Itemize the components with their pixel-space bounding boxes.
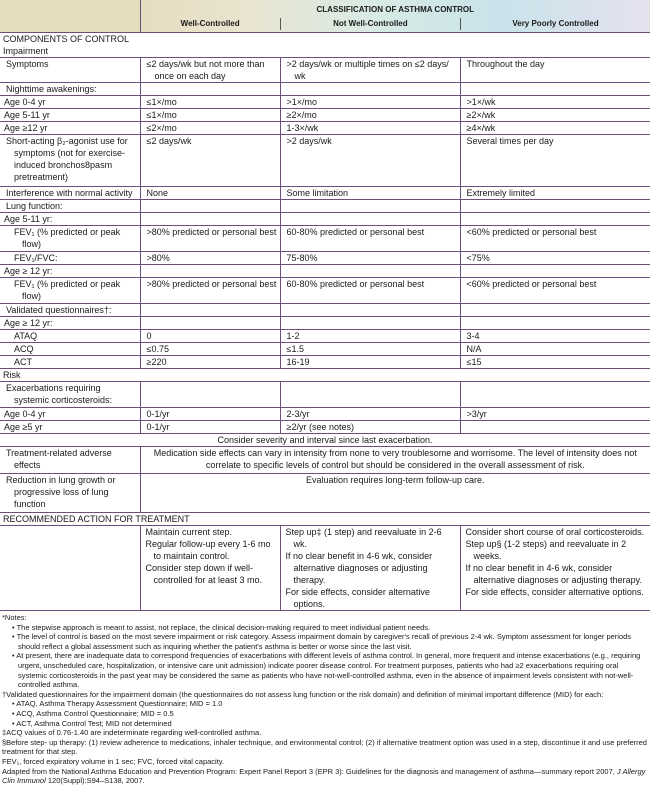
note-bullet: • The stepwise approach is meant to assist, not replace, the clinical decision-making required to meet individual patient needs.: [8, 623, 648, 633]
value-cell: ≤2 days/wk: [140, 135, 280, 187]
value-cell: N/A: [460, 343, 650, 356]
value-cell: Several times per day: [460, 135, 650, 187]
value-cell: 16-19: [280, 356, 460, 369]
action-item: For side effects, consider alternative options.: [464, 586, 648, 598]
table-row: [0, 122, 650, 135]
note-bullet: • At present, there are inadequate data to correspond frequencies of exacerbations with different levels of asthma control. In general, more frequent and intense exacerbations (e.g., requiring urgent, unscheduled care, hospitalization, or intensive care unit admission) indicate poorer disease control. For treatment purposes, patients who had ≥2 exacerbations requiring oral systemic corticosteroids in the past year may be considered the same as patients who have not-well-controlled asthma, even in the absence of impairment levels consistent with not-well-controlled asthma.: [8, 651, 648, 689]
value-cell: ≥2/yr (see notes): [280, 421, 460, 434]
value-cell: ≤2×/mo: [140, 122, 280, 135]
table-row: [0, 369, 650, 382]
value-cell: ≤1×/mo: [140, 96, 280, 109]
header-blank-cell: [0, 0, 140, 33]
value-cell: [460, 83, 650, 96]
row-label: Age 0-4 yr: [0, 408, 140, 421]
value-cell: [460, 213, 650, 226]
action-item: Step up‡ (1 step) and reevaluate in 2-6 wk.: [284, 526, 457, 550]
value-cell: ≤1.5: [280, 343, 460, 356]
value-cell: ≤15: [460, 356, 650, 369]
row-label: Short-acting β₂-agonist use for symptoms (not for exercise-induced bronchos8pasm pretreatment): [0, 135, 140, 187]
value-cell: 60-80% predicted or personal best: [280, 226, 460, 252]
value-cell: <60% predicted or personal best: [460, 278, 650, 304]
column-very-poorly-controlled: Very Poorly Controlled: [461, 18, 650, 30]
value-cell: ≥2×/mo: [280, 109, 460, 122]
action-item: For side effects, consider alternative options.: [284, 586, 457, 610]
section-subtitle: Impairment: [3, 45, 647, 57]
table-row: [0, 278, 650, 304]
action-item: If no clear benefit in 4-6 wk, consider alternative diagnoses or adjusting therapy.: [284, 550, 457, 586]
table-row: [0, 317, 650, 330]
value-cell: <60% predicted or personal best: [460, 226, 650, 252]
value-cell: >3/yr: [460, 408, 650, 421]
section-title: COMPONENTS OF CONTROL: [3, 33, 647, 45]
value-cell: Extremely limited: [460, 187, 650, 200]
spanning-cell: Medication side effects can vary in intensity from none to very troublesome and worrisome. The level of intensity does not correlate to specific levels of control but should be considered in the overall assessment of risk.: [140, 447, 650, 474]
value-cell: [140, 265, 280, 278]
value-cell: [280, 213, 460, 226]
value-cell: >80%: [140, 252, 280, 265]
value-cell: >80% predicted or personal best: [140, 278, 280, 304]
value-cell: [280, 304, 460, 317]
row-label: [0, 526, 140, 611]
value-cell: [280, 382, 460, 408]
questionnaire-bullet: • ATAQ, Asthma Therapy Assessment Questionnaire; MID = 1.0: [8, 699, 648, 709]
value-cell: 0-1/yr: [140, 408, 280, 421]
value-cell: [140, 213, 280, 226]
section-heading: [0, 513, 650, 526]
table-row: [0, 330, 650, 343]
value-cell: [140, 304, 280, 317]
source-note: [2, 767, 648, 786]
value-cell: 75-80%: [280, 252, 460, 265]
value-cell: ≥4×/wk: [460, 122, 650, 135]
row-label: FEV₁/FVC:: [0, 252, 140, 265]
table-row: [0, 434, 650, 447]
value-cell: [280, 265, 460, 278]
action-cell: [140, 526, 280, 611]
table-row: [0, 408, 650, 421]
value-cell: [140, 83, 280, 96]
table-row: [0, 343, 650, 356]
action-cell: [460, 526, 650, 611]
abbreviations-note: FEV₁, forced expiratory volume in 1 sec; FVC, forced vital capacity.: [2, 757, 648, 767]
table-row: [0, 356, 650, 369]
action-item: Step up§ (1-2 steps) and reevaluate in 2 weeks.: [464, 538, 648, 562]
table-header-row: [0, 0, 650, 33]
value-cell: [140, 317, 280, 330]
value-cell: 60-80% predicted or personal best: [280, 278, 460, 304]
value-cell: [460, 421, 650, 434]
action-item: Maintain current step.: [144, 526, 277, 538]
action-item: If no clear benefit in 4-6 wk, consider alternative diagnoses or adjusting therapy.: [464, 562, 648, 586]
footnotes: [0, 611, 650, 786]
row-label: Age ≥12 yr: [0, 122, 140, 135]
value-cell: <75%: [460, 252, 650, 265]
row-label: Reduction in lung growth or progressive loss of lung function: [0, 474, 140, 513]
value-cell: [460, 382, 650, 408]
section-heading: [0, 33, 650, 58]
section-title: RECOMMENDED ACTION FOR TREATMENT: [3, 513, 647, 525]
value-cell: >1×/wk: [460, 96, 650, 109]
section-title: Risk: [3, 369, 647, 381]
value-cell: >2 days/wk or multiple times on ≤2 days/ wk: [280, 58, 460, 83]
table-row: [0, 474, 650, 513]
table-row: [0, 33, 650, 58]
row-label: Age 5-11 yr: [0, 109, 140, 122]
questionnaire-bullet: • ACQ, Asthma Control Questionnaire; MID = 0.5: [8, 709, 648, 719]
value-cell: ≤2 days/wk but not more than once on each day: [140, 58, 280, 83]
value-cell: [460, 304, 650, 317]
table-row: [0, 200, 650, 213]
table-row: [0, 526, 650, 611]
row-label: FEV₁ (% predicted or peak flow): [0, 278, 140, 304]
row-label: Symptoms: [0, 58, 140, 83]
acq-note: ‡ACQ values of 0.76-1.40 are indeterminate regarding well-controlled asthma.: [2, 728, 648, 738]
source-journal: J Allergy Clin Immunol: [2, 767, 645, 786]
value-cell: >2 days/wk: [280, 135, 460, 187]
value-cell: 0: [140, 330, 280, 343]
action-item: Regular follow-up every 1-6 mo to maintain control.: [144, 538, 277, 562]
table-row: [0, 135, 650, 187]
table-row: [0, 226, 650, 252]
table-row: [0, 187, 650, 200]
row-label: ATAQ: [0, 330, 140, 343]
dagger-note: †Validated questionnaires for the impairment domain (the questionnaires do not assess lung function or the risk domain) and definition of minimal important difference (MID) for each:: [2, 690, 648, 700]
section-heading: [0, 369, 650, 382]
value-cell: ≤1×/mo: [140, 109, 280, 122]
value-cell: 1-2: [280, 330, 460, 343]
row-label: Age 0-4 yr: [0, 96, 140, 109]
action-cell: [280, 526, 460, 611]
table-row: [0, 447, 650, 474]
value-cell: [460, 200, 650, 213]
classification-header: [140, 0, 650, 33]
row-label: FEV₁ (% predicted or peak flow): [0, 226, 140, 252]
row-label: ACQ: [0, 343, 140, 356]
table-row: [0, 252, 650, 265]
source-end: 120(Suppl):S94–S138, 2007.: [46, 776, 145, 785]
value-cell: 1-3×/wk: [280, 122, 460, 135]
questionnaire-bullet: • ACT, Asthma Control Test; MID not determined: [8, 719, 648, 729]
column-well-controlled: Well-Controlled: [141, 18, 281, 30]
value-cell: Throughout the day: [460, 58, 650, 83]
value-cell: [140, 200, 280, 213]
note-bullet: • The level of control is based on the most severe impairment or risk category. Assess impairment domain by caregiver's recall of previous 2-4 wk. Symptom assessment for longer periods should reflect a global assessment such as inquiring whether the patient's asthma is better or worse since the last visit.: [8, 632, 648, 651]
value-cell: 2-3/yr: [280, 408, 460, 421]
row-label: Exacerbations requiring systemic corticosteroids:: [0, 382, 140, 408]
row-label: ACT: [0, 356, 140, 369]
value-cell: [280, 200, 460, 213]
table-row: [0, 304, 650, 317]
table-row: [0, 513, 650, 526]
table-row: [0, 96, 650, 109]
value-cell: >80% predicted or personal best: [140, 226, 280, 252]
value-cell: [280, 317, 460, 330]
table-row: [0, 421, 650, 434]
value-cell: [460, 265, 650, 278]
row-label: Nighttime awakenings:: [0, 83, 140, 96]
value-cell: >1×/mo: [280, 96, 460, 109]
value-cell: ≥2×/wk: [460, 109, 650, 122]
row-label: Age 5-11 yr:: [0, 213, 140, 226]
action-item: Consider short course of oral corticosteroids.: [464, 526, 648, 538]
value-cell: Some limitation: [280, 187, 460, 200]
row-label: Lung function:: [0, 200, 140, 213]
row-label: Interference with normal activity: [0, 187, 140, 200]
step-up-note: §Before step- up therapy: (1) review adherence to medications, inhaler technique, and environmental control; (2) if alternative treatment option was used in a step, discontinue it and use preferred treatment for that step.: [2, 738, 648, 757]
table-row: [0, 58, 650, 83]
table-row: [0, 213, 650, 226]
value-cell: ≥220: [140, 356, 280, 369]
value-cell: 0-1/yr: [140, 421, 280, 434]
row-label: Validated questionnaires†:: [0, 304, 140, 317]
table-row: [0, 382, 650, 408]
value-cell: 3-4: [460, 330, 650, 343]
full-width-note: Consider severity and interval since last exacerbation.: [0, 434, 650, 447]
row-label: Age ≥5 yr: [0, 421, 140, 434]
spanning-cell: Evaluation requires long-term follow-up care.: [140, 474, 650, 513]
value-cell: [140, 382, 280, 408]
notes-title: *Notes:: [2, 613, 648, 623]
classification-title: CLASSIFICATION OF ASTHMA CONTROL: [141, 0, 650, 16]
source-text: Adapted from the National Asthma Education and Prevention Program: Expert Panel Report 3 (EPR 3): Guidelines for the diagnosis and management of asthma—summary report 2007,: [2, 767, 617, 776]
row-label: Age ≥ 12 yr:: [0, 265, 140, 278]
table-row: [0, 83, 650, 96]
row-label: Treatment-related adverse effects: [0, 447, 140, 474]
value-cell: [280, 83, 460, 96]
value-cell: [460, 317, 650, 330]
value-cell: None: [140, 187, 280, 200]
table-row: [0, 265, 650, 278]
column-not-well-controlled: Not Well-Controlled: [281, 18, 461, 30]
value-cell: ≤0.75: [140, 343, 280, 356]
row-label: Age ≥ 12 yr:: [0, 317, 140, 330]
action-item: Consider step down if well-controlled for at least 3 mo.: [144, 562, 277, 586]
table-row: [0, 109, 650, 122]
